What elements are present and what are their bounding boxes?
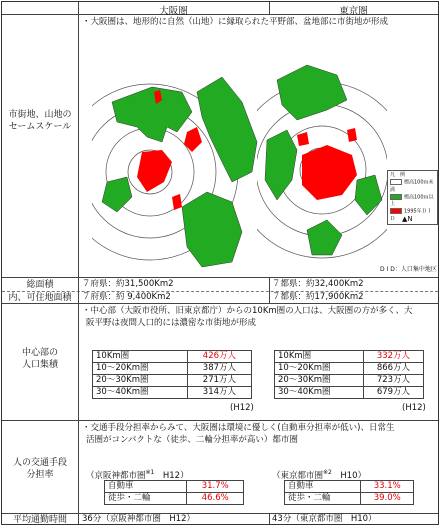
row-value: 866万人 xyxy=(363,363,423,375)
area-tokyo: ７都県：約32,400Km2 xyxy=(272,279,364,289)
row-value: 679万人 xyxy=(363,387,423,399)
population-desc: ・中心部（大阪市役所、旧東京都庁）からの10Km圏の人口は、大阪圏の方が多く、大 xyxy=(82,306,413,316)
label-terrain: 市街地、山地の セームスケール xyxy=(8,110,72,132)
did-note: D I D：人口集中地区 xyxy=(380,266,437,273)
label-commute: 平均通勤時間 xyxy=(12,515,67,525)
row-value: 314万人 xyxy=(187,387,251,399)
commute-osaka: 36分（京阪神都市圏 H12） xyxy=(82,514,196,524)
row-value: 723万人 xyxy=(363,375,423,387)
comparison-table xyxy=(1,1,439,525)
population-desc-cont: 阪平野は夜間人口的には濃密な市街地が形成 xyxy=(86,318,257,328)
row-divider xyxy=(2,277,438,278)
table-row xyxy=(275,387,424,399)
habitable-osaka: ７府県：約 9,400Km2 xyxy=(82,292,171,302)
header-osaka: 大阪圏 xyxy=(159,6,188,17)
table-row xyxy=(105,493,244,505)
table-row xyxy=(285,481,414,493)
row-label: 20～30Km圏 xyxy=(275,375,364,387)
row-value: 33.1% xyxy=(361,481,414,493)
row-label: 自動車 xyxy=(105,481,187,493)
table-row xyxy=(105,481,244,493)
table-row xyxy=(93,387,252,399)
table-row xyxy=(275,375,424,387)
row-value: 387万人 xyxy=(187,363,251,375)
label-habitable-area: 内、可住地面積 xyxy=(8,293,72,303)
column-divider xyxy=(269,513,270,525)
row-divider xyxy=(2,420,438,421)
tokyo-transport-table xyxy=(284,480,414,505)
label-total-area: 総面積 xyxy=(26,280,54,290)
row-label: 30～40Km圏 xyxy=(275,387,364,399)
row-label: 30～40Km圏 xyxy=(93,387,188,399)
osaka-population-table xyxy=(92,350,252,399)
table-row xyxy=(275,351,424,363)
osaka-transport-table xyxy=(104,480,244,505)
transport-desc-cont: 活圏がコンパクトな（徒歩、二輪分担率が高い）都市圏 xyxy=(86,435,298,445)
row-value: 271万人 xyxy=(187,375,251,387)
commute-tokyo: 43分（東京都市圏 H10） xyxy=(272,514,377,524)
column-divider xyxy=(78,2,79,524)
label-population: 中心部の 人口集積 xyxy=(21,348,58,370)
row-value: 426万人 xyxy=(187,351,251,363)
table-row xyxy=(93,363,252,375)
tokyo-population-table xyxy=(274,350,424,399)
row-label: 20～30Km圏 xyxy=(93,375,188,387)
label-transport: 人の交通手段 分担率 xyxy=(12,458,67,480)
transport-desc: ・交通手段分担率からみて、大阪圏は環境に優しく(自動車分担率が低い)、日常生 xyxy=(82,423,395,433)
row-value: 39.0% xyxy=(361,493,414,505)
row-label: 徒歩・二輪 xyxy=(285,493,361,505)
population-year-tokyo: (H12) xyxy=(402,403,426,413)
table-row xyxy=(275,363,424,375)
osaka-map xyxy=(92,32,262,272)
north-arrow-icon: ▲N xyxy=(402,215,413,223)
row-label: 徒歩・二輪 xyxy=(105,493,187,505)
transport-osaka-title: （京阪神都市圏$^{※1}$ H12） xyxy=(86,469,189,481)
row-value: 46.6% xyxy=(187,493,244,505)
table-row xyxy=(285,493,414,505)
legend-item: 標高100ｍ以上 xyxy=(390,194,434,207)
row-label: 10～20Km圏 xyxy=(275,363,364,375)
legend-title: 凡 例 xyxy=(390,172,406,178)
legend-item: 標高100ｍ未満 xyxy=(390,179,434,193)
habitable-tokyo: ７都県：約17,900Km2 xyxy=(272,292,364,302)
area-osaka: ７府県：約31,500Km2 xyxy=(82,279,174,289)
row-label: 自動車 xyxy=(285,481,361,493)
tokyo-map xyxy=(257,40,387,265)
column-divider xyxy=(269,277,270,304)
row-label: 10Km圏 xyxy=(275,351,364,363)
population-year-osaka: (H12) xyxy=(230,403,254,413)
header-tokyo: 東京圏 xyxy=(339,6,368,17)
table-row xyxy=(93,375,252,387)
row-label: 10～20Km圏 xyxy=(93,363,188,375)
terrain-description: ・大阪圏は、地形的に自然（山地）に縁取られた平野部、盆地部に市街地が形成 xyxy=(82,17,389,27)
legend-item: 1995年ＤＩＤ xyxy=(390,208,432,222)
row-label: 10Km圏 xyxy=(93,351,188,363)
table-row xyxy=(93,351,252,363)
row-value: 31.7% xyxy=(187,481,244,493)
transport-tokyo-title: （東京都市圏$^{※2}$ H10） xyxy=(272,469,367,481)
row-value: 332万人 xyxy=(363,351,423,363)
